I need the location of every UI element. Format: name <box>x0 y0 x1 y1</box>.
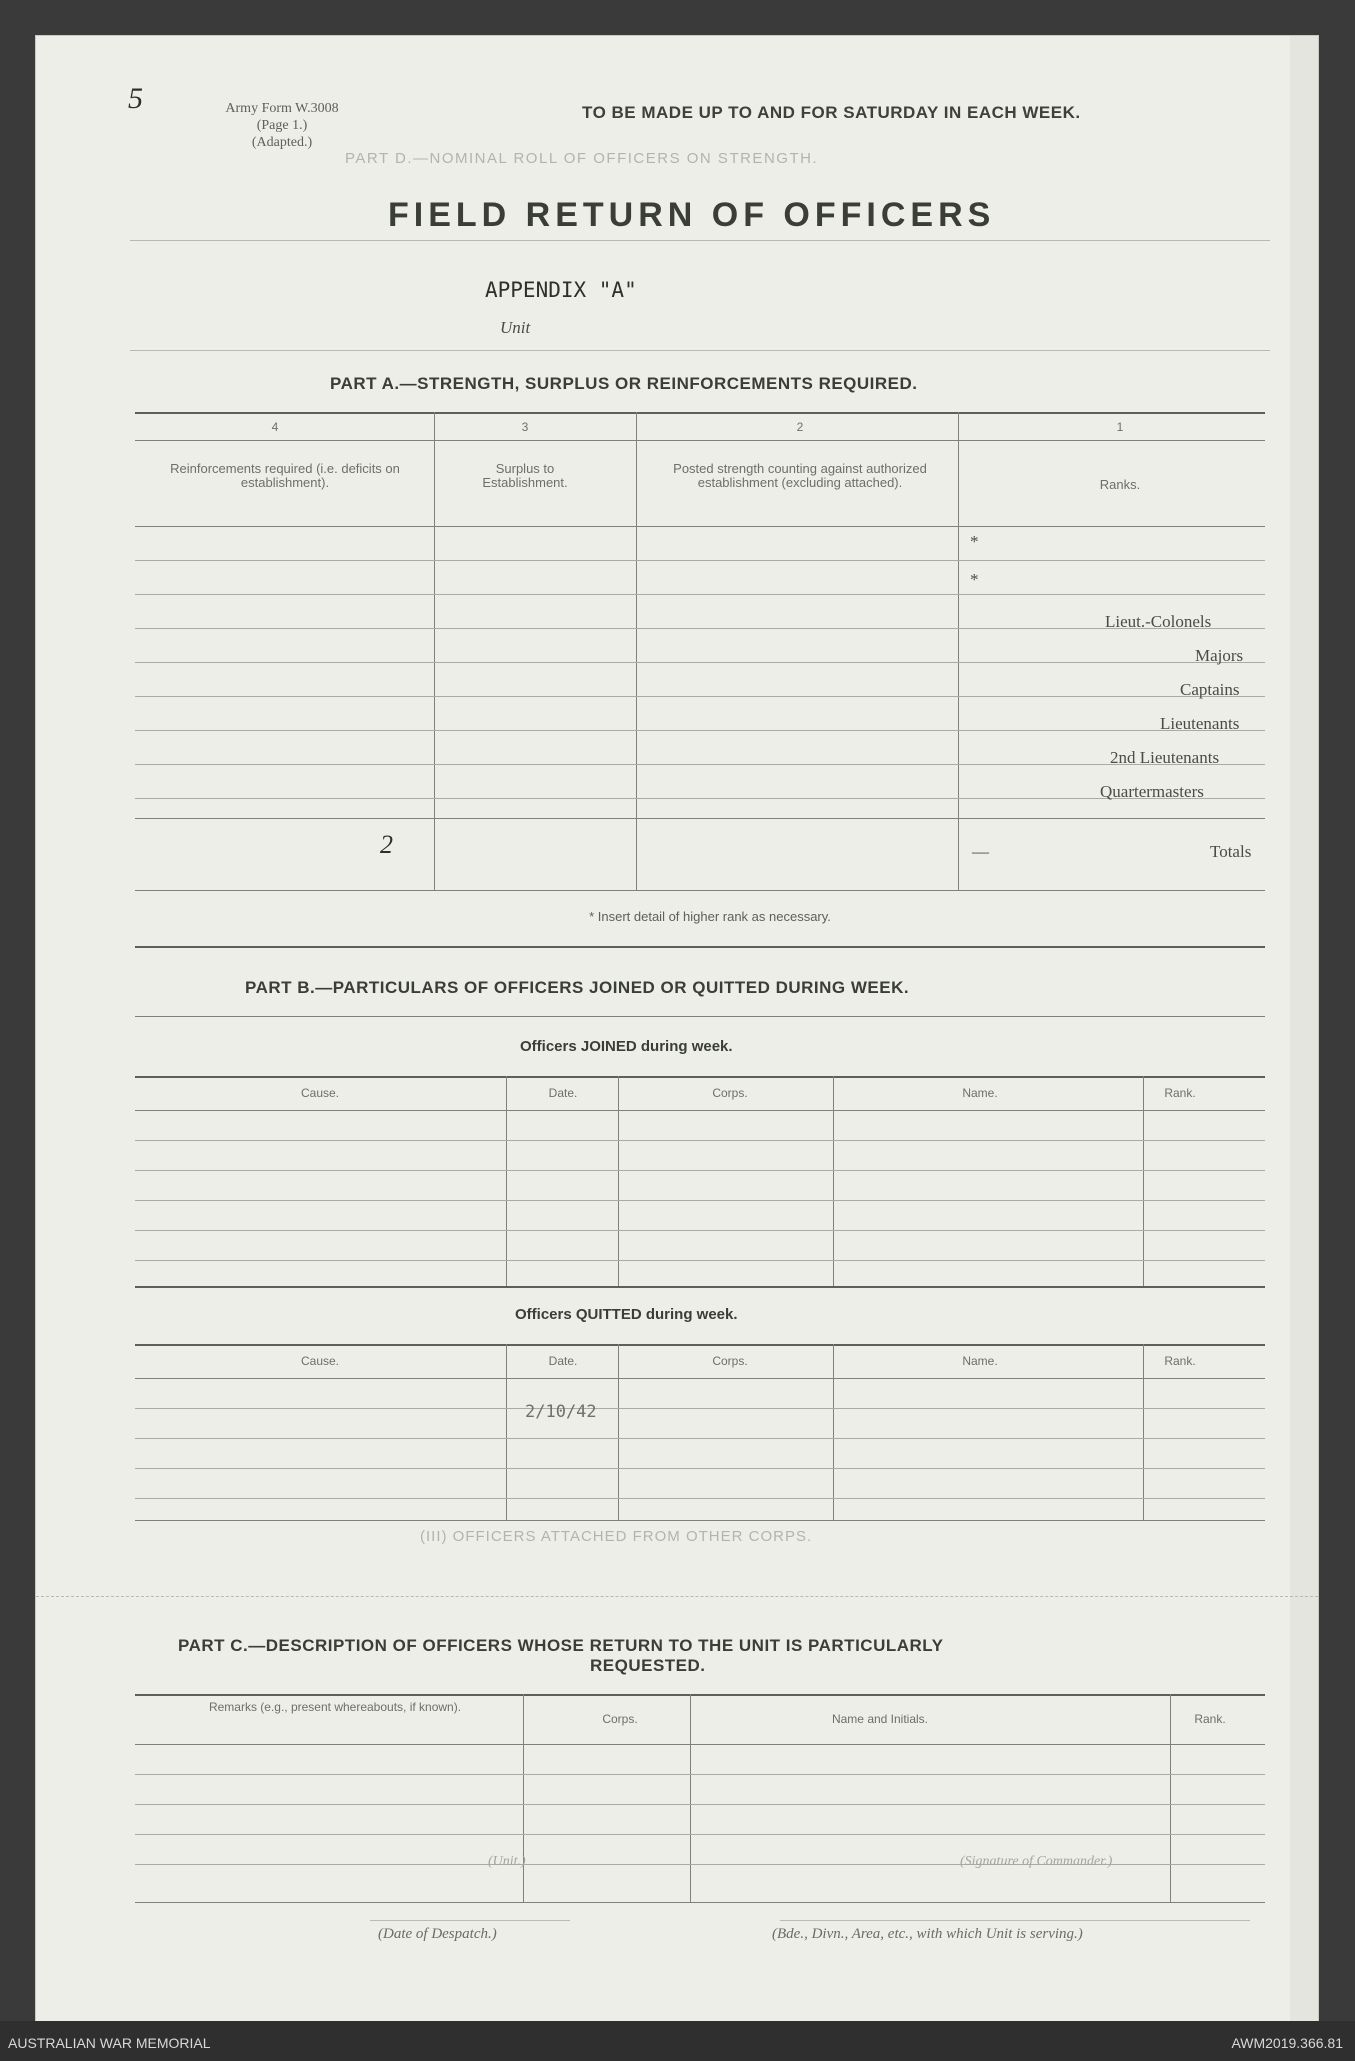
joined-row-rule <box>135 1170 1265 1171</box>
part-c-heading-line2: REQUESTED. <box>590 1656 706 1675</box>
quitted-col-cause: Cause. <box>300 1354 340 1368</box>
archive-accession-number: AWM2019.366.81 <box>1231 2035 1343 2051</box>
handwritten-page-number: 5 <box>128 82 143 115</box>
joined-header-rule <box>135 1110 1265 1111</box>
archive-footer <box>0 2021 1355 2061</box>
part-a-row-rule <box>135 696 1265 697</box>
form-reference <box>222 100 342 151</box>
quitted-col-date: Date. <box>548 1354 578 1368</box>
footnote: * Insert detail of higher rank as necessary. <box>589 909 831 924</box>
part-a-row-rule <box>135 730 1265 731</box>
part-a-totals-rule <box>135 818 1265 819</box>
part-b-top-rule <box>135 946 1265 948</box>
part-c-table-bottom <box>135 1902 1265 1903</box>
part-a-header-rule <box>135 526 1265 527</box>
part-c-row-rule <box>135 1804 1265 1805</box>
part-b-heading-rule <box>135 1016 1265 1017</box>
joined-col-rank: Rank. <box>1164 1086 1196 1100</box>
archive-name: AUSTRALIAN WAR MEMORIAL <box>8 2035 211 2051</box>
part-a-row-rule <box>135 662 1265 663</box>
part-a-heading: PART A.—STRENGTH, SURPLUS OR REINFORCEMENTS REQUIRED. <box>330 374 918 393</box>
rank-lieut-colonels: Lieut.-Colonels <box>1105 612 1212 631</box>
joined-table-bottom <box>135 1286 1265 1288</box>
joined-table-top <box>135 1076 1265 1078</box>
quitted-divider <box>506 1344 507 1520</box>
joined-row-rule <box>135 1260 1265 1261</box>
part-a-bottom-rule <box>135 890 1265 891</box>
quitted-row-rule <box>135 1408 1265 1409</box>
joined-divider <box>618 1076 619 1286</box>
part-c-heading-line1: PART C.—DESCRIPTION OF OFFICERS WHOSE RETURN TO THE UNIT IS PARTICULARLY <box>178 1636 944 1655</box>
formation-rule <box>780 1920 1250 1921</box>
part-c-row-rule <box>135 1834 1265 1835</box>
col-header-posted-strength: Posted strength counting against authorized establishment (excluding attached). <box>673 461 927 490</box>
joined-row-rule <box>135 1200 1265 1201</box>
quitted-col-rank: Rank. <box>1164 1354 1196 1368</box>
joined-col-cause: Cause. <box>300 1086 340 1100</box>
part-c-col-corps: Corps. <box>602 1712 638 1726</box>
col-header-reinforcements: Reinforcements required (i.e. deficits on establishment). <box>170 461 400 490</box>
quitted-table-bottom <box>135 1520 1265 1521</box>
part-a-top-rule <box>135 412 1265 414</box>
header-rule <box>130 240 1270 241</box>
joined-row-rule <box>135 1230 1265 1231</box>
form-title: FIELD RETURN OF OFFICERS <box>388 196 996 234</box>
totals-label: Totals <box>1210 842 1252 861</box>
quitted-divider <box>1143 1344 1144 1520</box>
show-through-part-iii: (III) OFFICERS ATTACHED FROM OTHER CORPS. <box>420 1528 813 1545</box>
part-a-row-rule <box>135 560 1265 561</box>
part-b-heading: PART B.—PARTICULARS OF OFFICERS JOINED OR QUITTED DURING WEEK. <box>245 978 910 997</box>
part-c-table-top <box>135 1694 1265 1696</box>
part-c-row-rule <box>135 1774 1265 1775</box>
joined-divider <box>1143 1076 1144 1286</box>
quitted-row-rule <box>135 1438 1265 1439</box>
part-c-header-rule <box>135 1744 1265 1745</box>
unit-caption: (Unit.) <box>488 1854 526 1869</box>
joined-divider <box>833 1076 834 1286</box>
rank-quartermasters: Quartermasters <box>1100 782 1204 801</box>
quitted-table-top <box>135 1344 1265 1346</box>
underlying-page-edge <box>1290 36 1318 2021</box>
part-c-divider <box>690 1694 691 1902</box>
part-a-row-rule <box>135 764 1265 765</box>
rank-star-2: * <box>970 570 979 589</box>
totals-dash: — <box>972 842 989 861</box>
joined-col-corps: Corps. <box>712 1086 748 1100</box>
quitted-header-rule <box>135 1378 1265 1379</box>
part-c-col-rank: Rank. <box>1194 1712 1226 1726</box>
show-through-part-d: PART D.—NOMINAL ROLL OF OFFICERS ON STRENGTH. <box>345 150 819 167</box>
col-number-2: 2 <box>796 420 804 434</box>
joined-heading: Officers JOINED during week. <box>520 1038 733 1055</box>
rank-majors: Majors <box>1195 646 1244 665</box>
part-a-row-rule <box>135 594 1265 595</box>
part-c-col-remarks: Remarks (e.g., present whereabouts, if known). <box>208 1700 462 1714</box>
part-a-row-rule <box>135 628 1265 629</box>
quitted-row-rule <box>135 1498 1265 1499</box>
col-number-1: 1 <box>1116 420 1124 434</box>
form-ref-line3: (Adapted.) <box>251 135 313 150</box>
despatch-caption: (Date of Despatch.) <box>378 1926 497 1942</box>
quitted-divider <box>833 1344 834 1520</box>
signature-caption: (Signature of Commander.) <box>960 1854 1113 1869</box>
part-c-divider <box>1170 1694 1171 1902</box>
quitted-date-entry: 2/10/42 <box>525 1402 597 1422</box>
part-a-row-rule <box>135 798 1265 799</box>
joined-col-name: Name. <box>962 1086 998 1100</box>
totals-reinforcements-value: 2 <box>380 830 393 859</box>
unit-label: Unit <box>500 318 531 337</box>
form-page <box>36 36 1318 2021</box>
rank-star-1: * <box>970 532 979 551</box>
header-rule-2 <box>130 350 1270 351</box>
joined-divider <box>506 1076 507 1286</box>
joined-row-rule <box>135 1140 1265 1141</box>
joined-col-date: Date. <box>548 1086 578 1100</box>
form-ref-line2: (Page 1.) <box>256 118 308 133</box>
rank-captains: Captains <box>1180 680 1240 699</box>
quitted-heading: Officers QUITTED during week. <box>515 1306 738 1323</box>
quitted-row-rule <box>135 1468 1265 1469</box>
col-number-3: 3 <box>521 420 529 434</box>
instruction-line: TO BE MADE UP TO AND FOR SATURDAY IN EACH WEEK. <box>582 103 1081 122</box>
part-a-number-rule <box>135 440 1265 441</box>
quitted-col-corps: Corps. <box>712 1354 748 1368</box>
col-number-4: 4 <box>271 420 279 434</box>
part-c-col-name: Name and Initials. <box>831 1712 929 1726</box>
part-c-divider <box>523 1694 524 1902</box>
rank-lieutenants: Lieutenants <box>1160 714 1240 733</box>
appendix-label: APPENDIX "A" <box>485 278 637 302</box>
despatch-rule <box>370 1920 570 1921</box>
col-header-surplus: Surplus to Establishment. <box>482 461 568 490</box>
quitted-col-name: Name. <box>962 1354 998 1368</box>
perforation-line <box>36 1596 1318 1597</box>
col-header-ranks: Ranks. <box>1099 477 1141 492</box>
formation-caption: (Bde., Divn., Area, etc., with which Unit is serving.) <box>772 1926 1083 1942</box>
rank-2nd-lieutenants: 2nd Lieutenants <box>1110 748 1220 767</box>
form-ref-line1: Army Form W.3008 <box>225 101 339 116</box>
quitted-divider <box>618 1344 619 1520</box>
